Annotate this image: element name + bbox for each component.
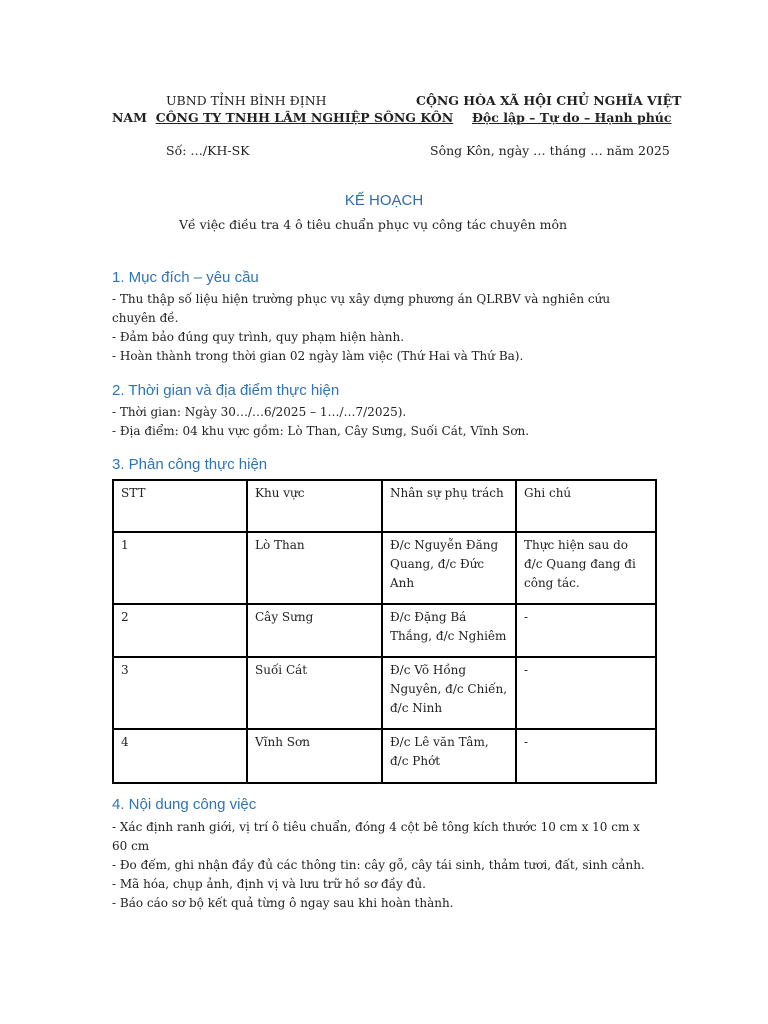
- table-cell: 3: [113, 657, 247, 729]
- company-name-line: [112, 110, 453, 126]
- document-title: KẾ HOẠCH: [344, 192, 424, 209]
- section-3-heading: 3. Phân công thực hiện: [112, 456, 268, 473]
- section-1-body: [112, 290, 652, 366]
- section-2-heading: 2. Thời gian và địa điểm thực hiện: [112, 382, 340, 399]
- section-4-line: - Báo cáo sơ bộ kết quả từng ô ngay sau khi hoàn thành.: [112, 896, 454, 910]
- table-cell: Thực hiện sau do đ/c Quang đang đi công tác.: [516, 532, 656, 604]
- section-1-line: - Hoàn thành trong thời gian 02 ngày làm việc (Thứ Hai và Thứ Ba).: [112, 349, 524, 363]
- table-cell: 1: [113, 532, 247, 604]
- table-cell: -: [516, 729, 656, 783]
- section-4-line: - Mã hóa, chụp ảnh, định vị và lưu trữ hồ sơ đầy đủ.: [112, 877, 426, 891]
- table-cell: -: [516, 657, 656, 729]
- table-row: [113, 729, 656, 783]
- table-cell: 2: [113, 604, 247, 657]
- national-motto: Độc lập – Tự do – Hạnh phúc: [472, 110, 672, 125]
- company-name: CÔNG TY TNHH LÂM NGHIỆP SÔNG KÔN: [155, 110, 454, 125]
- section-1-heading: 1. Mục đích – yêu cầu: [112, 269, 259, 286]
- section-1-line: - Đảm bảo đúng quy trình, quy phạm hiện hành.: [112, 330, 405, 344]
- table-cell: Suối Cát: [247, 657, 382, 729]
- company-prefix: NAM: [112, 110, 147, 125]
- table-row: [113, 604, 656, 657]
- section-4-body: [112, 818, 652, 913]
- section-4-line: - Xác định ranh giới, vị trí ô tiêu chuẩn, đóng 4 cột bê tông kích thước 10 cm x 10 cm x 60 cm: [112, 820, 640, 853]
- national-title: CỘNG HÒA XÃ HỘI CHỦ NGHĨA VIỆT: [416, 93, 682, 108]
- section-4-line: - Đo đếm, ghi nhận đầy đủ các thông tin: cây gỗ, cây tái sinh, thảm tươi, đất, sinh cảnh.: [112, 858, 645, 872]
- assignment-table: [112, 479, 657, 784]
- table-cell: Đ/c Võ Hồng Nguyên, đ/c Chiến, đ/c Ninh: [382, 657, 516, 729]
- section-2-body: [112, 403, 652, 441]
- section-2-line: - Địa điểm: 04 khu vực gồm: Lò Than, Cây Sưng, Suối Cát, Vĩnh Sơn.: [112, 424, 530, 438]
- section-2-line: - Thời gian: Ngày 30…/…6/2025 – 1…/…7/2025).: [112, 405, 407, 419]
- table-header-cell: Ghi chú: [516, 480, 656, 532]
- document-subtitle: Về việc điều tra 4 ô tiêu chuẩn phục vụ công tác chuyên môn: [178, 217, 568, 232]
- table-row: [113, 657, 656, 729]
- table-header-cell: Nhân sự phụ trách: [382, 480, 516, 532]
- table-header-cell: Khu vực: [247, 480, 382, 532]
- section-1-line: - Thu thập số liệu hiện trường phục vụ xây dựng phương án QLRBV và nghiên cứu chuyên đề.: [112, 292, 611, 325]
- table-cell: Lò Than: [247, 532, 382, 604]
- issuing-authority: UBND TỈNH BÌNH ĐỊNH: [166, 93, 327, 108]
- table-cell: -: [516, 604, 656, 657]
- table-row: [113, 532, 656, 604]
- table-cell: Đ/c Lê văn Tâm, đ/c Phớt: [382, 729, 516, 783]
- table-cell: 4: [113, 729, 247, 783]
- place-and-date: Sông Kôn, ngày … tháng … năm 2025: [430, 143, 670, 158]
- table-cell: Đ/c Đặng Bá Thắng, đ/c Nghiêm: [382, 604, 516, 657]
- document-number: Số: …/KH-SK: [166, 143, 250, 158]
- table-cell: Đ/c Nguyễn Đăng Quang, đ/c Đức Anh: [382, 532, 516, 604]
- table-cell: Vĩnh Sơn: [247, 729, 382, 783]
- table-header-row: [113, 480, 656, 532]
- table-cell: Cây Sưng: [247, 604, 382, 657]
- table-header-cell: STT: [113, 480, 247, 532]
- section-4-heading: 4. Nội dung công việc: [112, 796, 257, 813]
